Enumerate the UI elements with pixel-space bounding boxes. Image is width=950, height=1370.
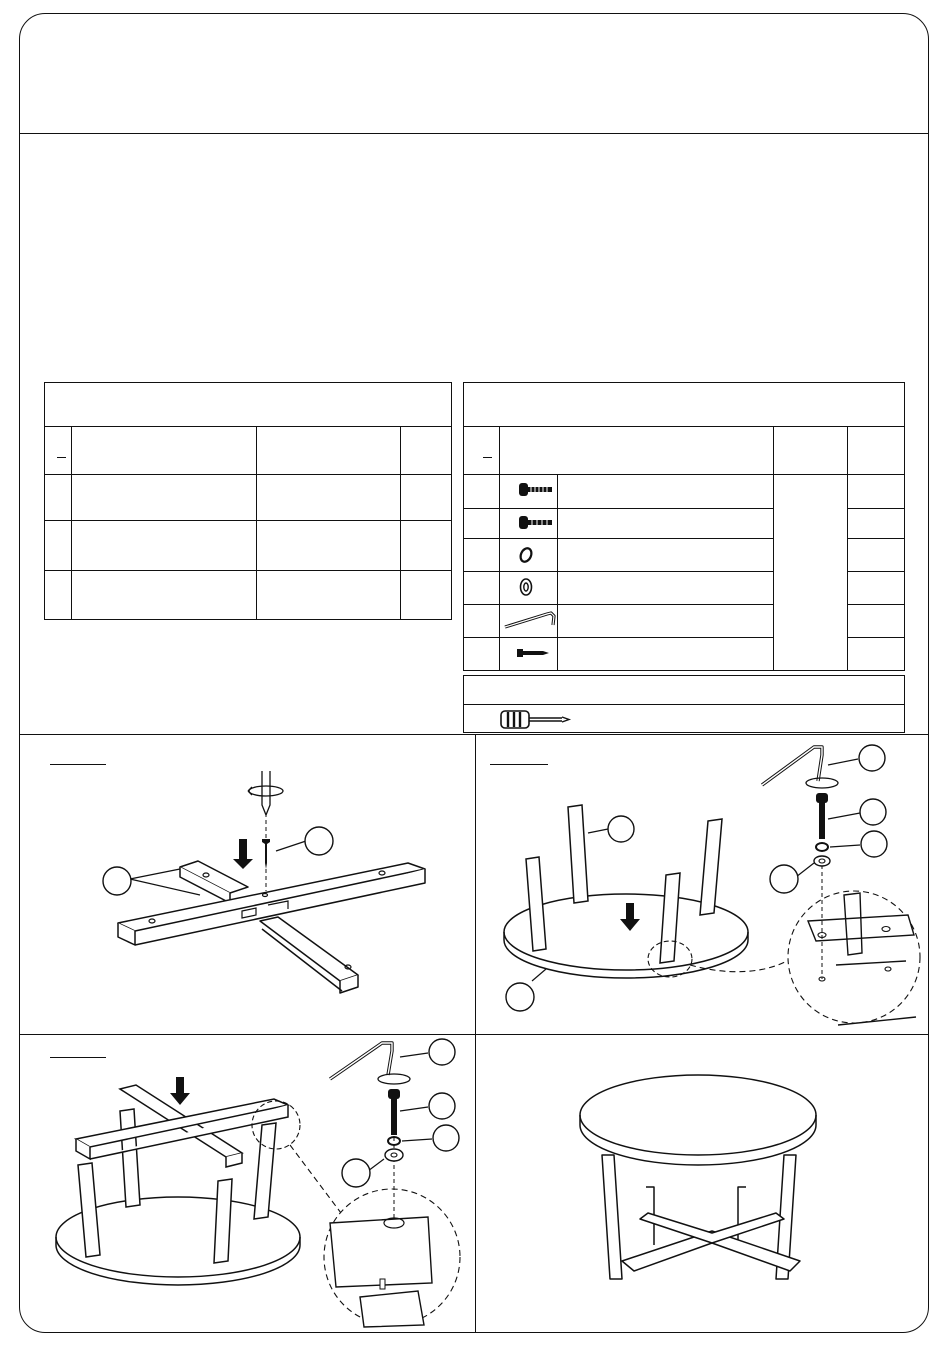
hardware-table-divider [463, 538, 773, 539]
callout-circle [859, 745, 885, 771]
callout-circle [433, 1125, 459, 1151]
hardware-table-divider [463, 426, 905, 427]
callout-circle [506, 983, 534, 1011]
hardware-table-divider [847, 538, 905, 539]
hardware-table-divider [463, 508, 773, 509]
parts-table-col [71, 426, 72, 620]
hardware-table-divider [463, 604, 773, 605]
parts-table-divider [44, 520, 452, 521]
hardware-table-divider [847, 571, 905, 572]
hardware-table-divider [847, 508, 905, 509]
tools-table-divider [463, 704, 905, 705]
bolt-short-icon [515, 513, 555, 533]
hardware-table-divider [847, 604, 905, 605]
header-dash-mark [483, 457, 492, 458]
bolt-long-icon [515, 480, 555, 500]
parts-table [44, 382, 452, 620]
hardware-table-divider [463, 571, 773, 572]
callout-circle [608, 816, 634, 842]
callout-circle [103, 867, 131, 895]
callout-circle [429, 1093, 455, 1119]
hardware-table-divider [463, 637, 773, 638]
callout-circle [770, 865, 798, 893]
screwdriver-icon [498, 708, 578, 732]
callout-circle [342, 1159, 370, 1187]
allen-key-icon [502, 606, 558, 632]
callout-circle [429, 1039, 455, 1065]
step-4-illustration [476, 1035, 928, 1331]
step-1-illustration [20, 735, 475, 1033]
hardware-table-divider [847, 637, 905, 638]
hardware-table-col [499, 426, 500, 671]
parts-table-divider [44, 474, 452, 475]
header-dash-mark [57, 457, 66, 458]
step-2-illustration [476, 735, 928, 1033]
hardware-table-col [773, 426, 774, 671]
callout-circle [305, 827, 333, 855]
wood-screw-icon [515, 646, 551, 660]
hardware-table-col [557, 474, 558, 671]
hardware-table-divider [463, 474, 905, 475]
step-3-illustration [20, 1035, 475, 1331]
header-divider [20, 133, 928, 134]
parts-table-col [256, 426, 257, 620]
hardware-table-col [847, 426, 848, 671]
callout-circle [861, 831, 887, 857]
callout-circle [860, 799, 886, 825]
parts-table-col [400, 426, 401, 620]
parts-table-divider [44, 426, 452, 427]
flat-washer-icon [516, 576, 536, 598]
spring-washer-icon [516, 544, 536, 566]
parts-table-divider [44, 570, 452, 571]
